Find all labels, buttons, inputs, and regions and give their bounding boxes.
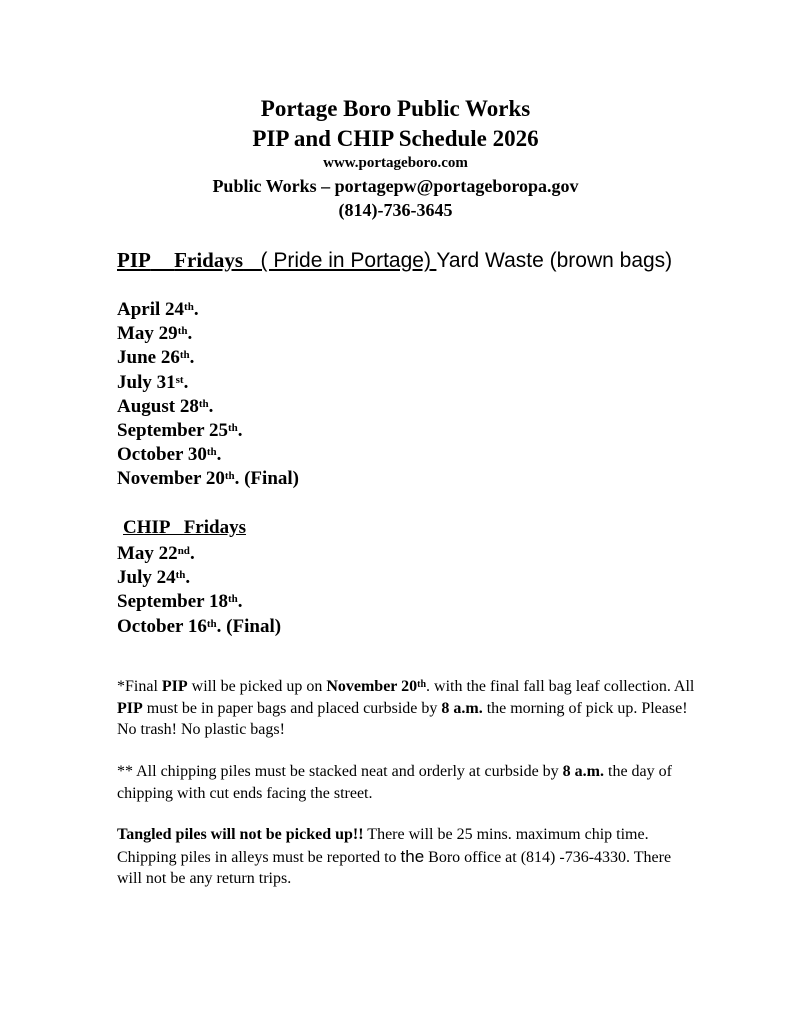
pip-date-item: August 28th. xyxy=(117,395,214,417)
note-tangled-piles: Tangled piles will not be picked up!! There will be 25 mins. maximum chip time. Chipping piles in alleys must be reported to the Boro office at (814) -736-4330. There will not be any return trips. xyxy=(117,826,672,887)
pip-date-item: April 24th. xyxy=(117,299,199,320)
chip-date-item: September 18th. xyxy=(117,591,243,613)
pip-heading xyxy=(117,247,677,274)
pip-date-item: October 30th. xyxy=(117,444,222,466)
chip-date-item: May 22nd. xyxy=(117,543,195,564)
public-works-email[interactable]: Public Works – portagepw@portageboropa.gov xyxy=(212,176,579,196)
pip-date-item: July 31st. xyxy=(117,371,189,393)
chip-date-list xyxy=(117,542,281,639)
phone-number: (814)-736-3645 xyxy=(338,200,453,220)
schedule-title: PIP and CHIP Schedule 2026 xyxy=(252,126,539,151)
chip-date-item: October 16th. (Final) xyxy=(117,615,282,637)
pip-date-item: May 29th. xyxy=(117,323,193,345)
pip-date-item: September 25th. xyxy=(117,420,243,442)
pip-date-list xyxy=(117,298,299,492)
pip-waste: Yard Waste (brown bags) xyxy=(436,249,673,272)
pip-date-item: June 26th. xyxy=(117,347,195,369)
org-title: Portage Boro Public Works xyxy=(260,96,531,121)
pip-pride: ( Pride in Portage) xyxy=(260,249,431,272)
pip-day: Fridays xyxy=(174,248,244,272)
pip-date-item: November 20th. (Final) xyxy=(117,468,299,490)
chip-heading: CHIP Fridays xyxy=(123,517,246,538)
chip-date-item: July 24th. xyxy=(117,567,191,589)
note-chipping-piles: ** All chipping piles must be stacked neat and orderly at curbside by 8 a.m. the day of chipping with cut ends facing the street. xyxy=(117,763,672,802)
pip-label: PIP xyxy=(117,248,151,272)
note-pip-final: *Final PIP will be picked up on November 20th. with the final fall bag leaf collection. All PIP must be in paper bags and placed curbside by 8 a.m. the morning of pick up. Please! No trash! No plastic bags! xyxy=(117,678,695,738)
website-link[interactable]: www.portageboro.com xyxy=(323,155,468,171)
